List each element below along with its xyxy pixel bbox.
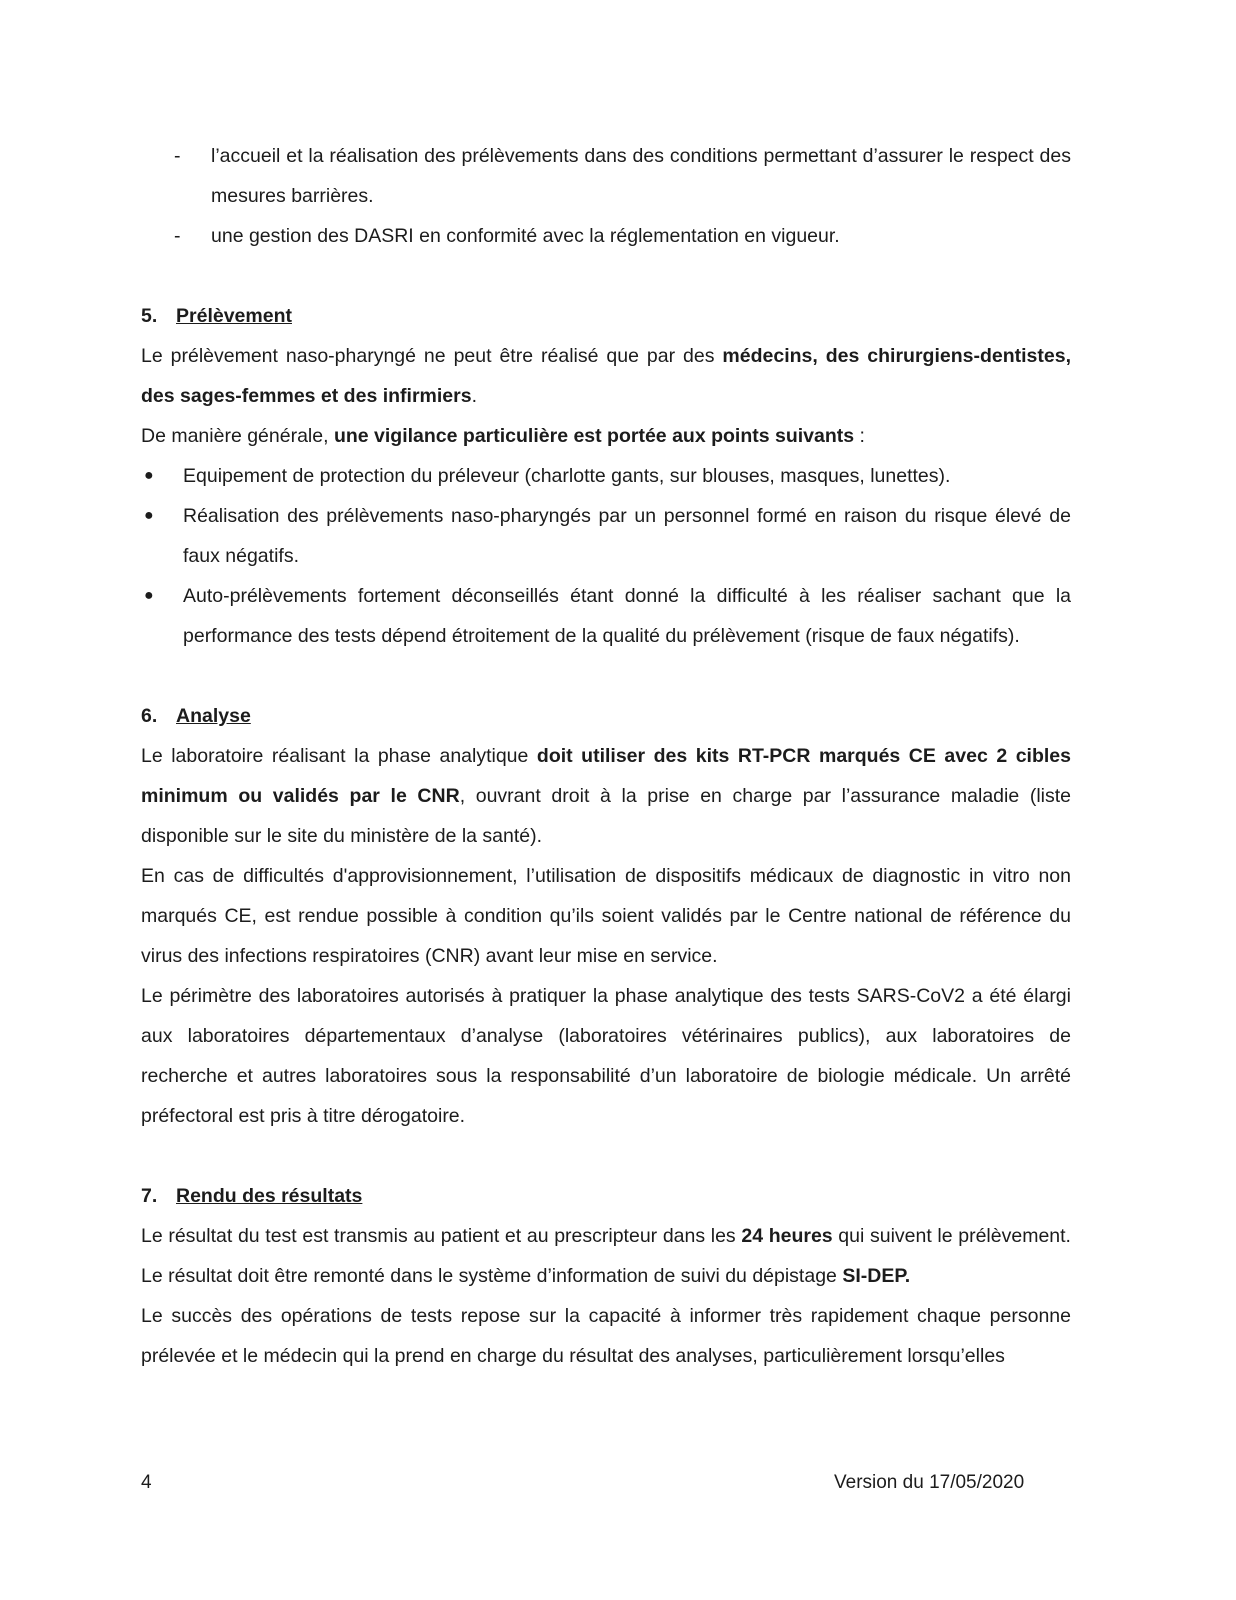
section-number: 6. xyxy=(141,705,158,727)
intro-list xyxy=(141,136,1071,256)
paragraph xyxy=(141,736,1071,856)
paragraph xyxy=(141,1216,1071,1296)
paragraph: Le succès des opérations de tests repose sur la capacité à informer très rapidement chaque personne prélevée et le médecin qui la prend en charge du résultat des analyses, particulièrement lorsqu’elles xyxy=(141,1305,1071,1367)
text-run: De manière générale, xyxy=(141,425,334,447)
bullet-text: Auto-prélèvements fortement déconseillés étant donné la difficulté à les réaliser sachant que la performance des tests dépend étroitement de la qualité du prélèvement (risque de faux négatifs). xyxy=(183,585,1071,647)
bold-text-run: une vigilance particulière est portée aux points suivants xyxy=(333,425,855,447)
text-run: Le prélèvement naso-pharyngé ne peut être réalisé que par des xyxy=(141,345,723,367)
bold-text-run: médecins, des chirurgiens-dentistes, des sages-femmes et des infirmiers xyxy=(141,345,1071,407)
list-item xyxy=(141,216,1071,256)
text-run: : xyxy=(854,425,865,447)
page-content xyxy=(141,136,1071,1376)
text-run: , ouvrant droit à la prise en charge par l’assurance maladie (liste disponible sur le site du ministère de la santé). xyxy=(141,785,1071,847)
text-run: . xyxy=(471,385,477,407)
bullet-icon: ● xyxy=(144,467,154,484)
bullet-text: Réalisation des prélèvements naso-pharyngés par un personnel formé en raison du risque élevé de faux négatifs. xyxy=(183,505,1071,567)
paragraph: En cas de difficultés d'approvisionnement, l’utilisation de dispositifs médicaux de diagnostic in vitro non marqués CE, est rendue possible à condition qu’ils soient validés par le Centre national de référence du virus des infections respiratoires (CNR) avant leur mise en service. xyxy=(141,865,1071,967)
bold-text-run: 24 heures xyxy=(741,1225,833,1247)
paragraph xyxy=(141,336,1071,416)
section-number: 5. xyxy=(141,305,158,327)
section-title: Rendu des résultats xyxy=(176,1185,363,1207)
bullet-text: Equipement de protection du préleveur (charlotte gants, sur blouses, masques, lunettes). xyxy=(183,465,951,487)
text-run: Le laboratoire réalisant la phase analytique xyxy=(141,745,537,767)
list-item-text: une gestion des DASRI en conformité avec la réglementation en vigueur. xyxy=(211,225,840,247)
list-item xyxy=(141,136,1071,216)
section-number: 7. xyxy=(141,1185,158,1207)
bold-text-run: doit utiliser des kits RT-PCR marqués CE avec 2 cibles minimum ou validés par le CNR xyxy=(141,745,1071,807)
section-heading-rendu-resultats xyxy=(141,1176,1071,1216)
bullet-item xyxy=(141,496,1071,576)
version-label: Version du 17/05/2020 xyxy=(834,1472,1025,1493)
dash-marker: - xyxy=(174,145,181,167)
dash-marker: - xyxy=(174,225,181,247)
page-number: 4 xyxy=(141,1472,152,1493)
section-heading-analyse xyxy=(141,696,1071,736)
text-run: Le résultat du test est transmis au patient et au prescripteur dans les xyxy=(141,1225,742,1247)
bullet-list xyxy=(141,456,1071,656)
section-title: Analyse xyxy=(176,705,251,727)
bullet-icon: ● xyxy=(144,507,154,524)
bold-text-run: SI-DEP. xyxy=(842,1265,911,1287)
paragraph xyxy=(141,416,1071,456)
list-item-text: l’accueil et la réalisation des prélèvements dans des conditions permettant d’assurer le respect des mesures barrières. xyxy=(211,145,1071,207)
bullet-icon: ● xyxy=(144,587,154,604)
section-heading-prelevement xyxy=(141,296,1071,336)
section-title: Prélèvement xyxy=(176,305,292,327)
bullet-item xyxy=(141,456,1071,496)
bullet-item xyxy=(141,576,1071,656)
paragraph: Le périmètre des laboratoires autorisés à pratiquer la phase analytique des tests SARS-CoV2 a été élargi aux laboratoires départementaux d’analyse (laboratoires vétérinaires publics), aux laboratoires de recherche et autres laboratoires sous la responsabilité d’un laboratoire de biologie médicale. Un arrêté préfectoral est pris à titre dérogatoire. xyxy=(141,985,1071,1127)
text-run: qui suivent le prélèvement. Le résultat doit être remonté dans le système d’information de suivi du dépistage xyxy=(141,1225,1071,1287)
